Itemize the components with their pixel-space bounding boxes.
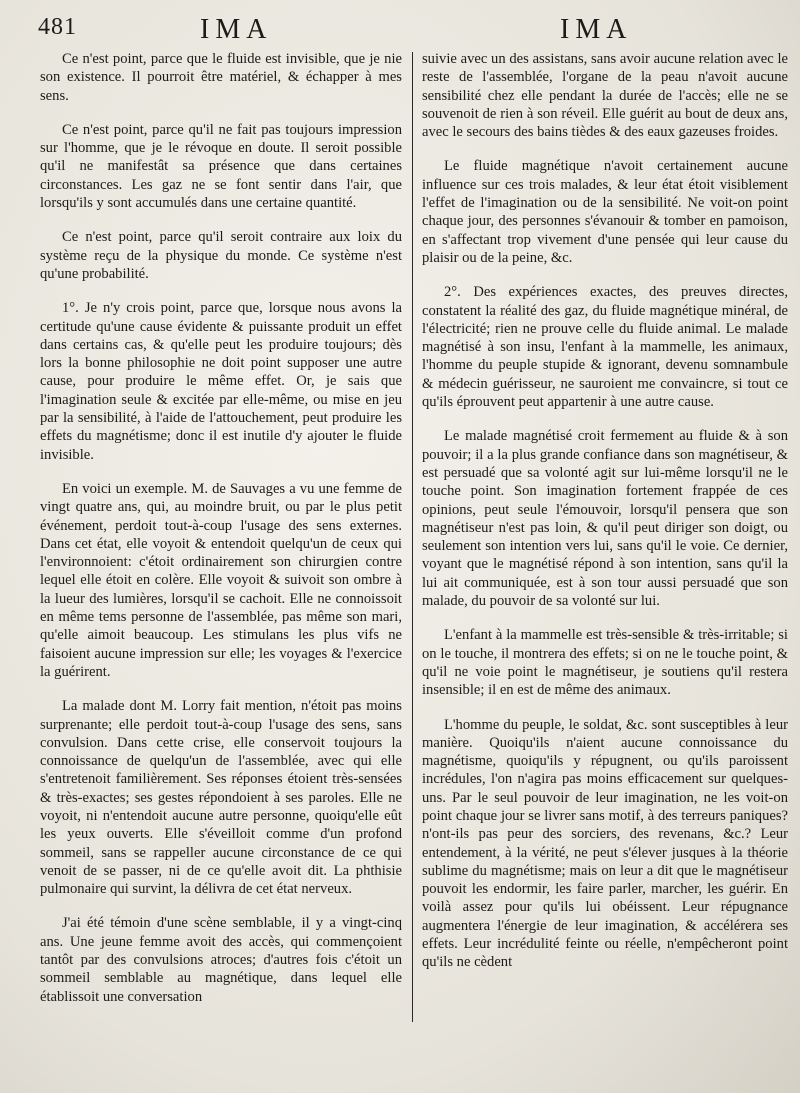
paragraph: Ce n'est point, parce qu'il ne fait pas toujours impression sur l'homme, que je le révoque en doute. Il seroit possible qu'il ne manifestât sa présence que dans certaines circonstances. Les gaz ne se font sentir dans l'air, que lorsqu'ils y sont accumulés dans une certaine quantité. xyxy=(40,121,402,212)
paragraph: Le malade magnétisé croit fermement au fluide & à son pouvoir; il a la plus grande confiance dans son magnétiseur, & est persuadé que sa volonté agit sur lui-même lorsqu'il ne le touche point. Son imagination fortement frappée de ces opinions, peut seule l'émouvoir, lorsqu'il pensera que son magnétiseur n'est pas loin, & qu'il peut diriger son doigt, ou seulement son intention vers lui, sans qu'il le voie. Ce dernier, voyant que le magnétisé répond à son intention, sans qu'il la lui ait communiquée, est à son tour aussi persuadé que son malade, du pouvoir de sa volonté sur lui. xyxy=(422,428,788,610)
paragraph: Le fluide magnétique n'avoit certainement aucune influence sur ces trois malades, & leur état étoit visiblement l'effet de l'imagination ou de la sensibilité. Ne voit-on point chaque jour, des personnes s'évanouir & tomber en pamoison, en s'affectant trop vivement d'une pensée qui leur cause du plaisir ou de la peine, &c. xyxy=(422,158,788,266)
running-title-left: IMA xyxy=(200,14,273,45)
paragraph: L'homme du peuple, le soldat, &c. sont susceptibles à leur manière. Quoiqu'ils n'aient aucune connoissance du magnétisme, quoiqu'ils y répugnent, ou qu'ils paroissent incrédules, l'on n'agira pas moins efficacement sur quelques-uns. Par le seul pouvoir de leur imagination, ne les voit-on point chaque jour se livrer sans motif, à des terreurs paniques? n'ont-ils pas peur des sorciers, des revenans, &c.? Leur entendement, à la vérité, ne peut s'élever jusques à la théorie sublime du magnétisme; mais on leur a dit que le magnétiseur pouvoit les endormir, les faire parler, marcher, les guérir. En voilà assez pour qu'ils lui obéissent. Leur répugnance augmentera l'énergie de leur imagination, & accélérera ses effets. Leur incrédulité feinte ou réelle, n'empêcheront point qu'ils ne cèdent xyxy=(422,716,788,971)
paragraph: 1°. Je n'y crois point, parce que, lorsque nous avons la certitude qu'une cause évidente & puissante produit un effet dans certains cas, & qu'elle peut les produire toujours; dès lors la bonne philosophie ne doit point supposer une autre cause, pour produire le même effet. Or, je sais que l'imagination seule & excitée par elle-même, ou mise en jeu par la sensibilité, à l'aide de l'attouchement, peut produire les effets du magnétisme; donc il est inutile d'y ajouter le fluide invisible. xyxy=(40,300,402,463)
left-column xyxy=(40,50,402,1022)
paragraph: Ce n'est point, parce qu'il seroit contraire aux loix du système reçu de la physique du monde. Ce système n'est qu'une probabilité. xyxy=(40,229,402,282)
paragraph: J'ai été témoin d'une scène semblable, il y a vingt-cinq ans. Une jeune femme avoit des accès, qui commençoient tantôt par des convulsions atroces; d'autres fois c'étoit un sommeil semblable au magnétique, dans lequel elle établissoit une conversation xyxy=(40,915,402,1005)
running-head xyxy=(0,12,800,50)
paragraph: La malade dont M. Lorry fait mention, n'étoit pas moins surprenante; elle perdoit tout-à-coup l'usage des sens, sans convulsion. Dans cette crise, elle conservoit toujours la connoissance de quelqu'un de l'assemblée, avec qui elle s'entretenoit familièrement. Ses réponses étoient très-sensées & très-exactes; ses gestes répondoient à ses paroles. Elle ne voyoit, ni n'entendoit aucune autre personne, quoiqu'elle eût les yeux ouverts. Elle s'éveilloit comme d'un profond sommeil, sans se rappeller aucune circonstance de ce qui venoit de se passer, ni de ce qu'elle avoit dit. La phthisie pulmonaire qui survint, la délivra de cet état nerveux. xyxy=(40,698,402,898)
paragraph: En voici un exemple. M. de Sauvages a vu une femme de vingt quatre ans, qui, au moindre bruit, ou par le plus petit événement, perdoit tout-à-coup l'usage des sens externes. Dans cet état, elle voyoit & entendoit quelqu'un de ceux qui l'environnoient: c'étoit ordinairement son chirurgien contre lequel elle étoit en colère. Elle voyoit & suivoit son ombre à la lueur des lumières, lorsqu'il se cachoit. Elle ne connoissoit en même tems personne de l'assemblée, pas même son mari, qu'elle aimoit beaucoup. Les stimulans les plus vifs ne faisoient aucune impression sur elle; les voyages & l'exercice la guérirent. xyxy=(40,480,402,680)
running-title-right: IMA xyxy=(560,14,633,45)
page-number: 481 xyxy=(38,14,77,40)
column-divider xyxy=(412,52,413,1022)
paragraph: 2°. Des expériences exactes, des preuves directes, constatent la réalité des gaz, du fluide magnétique minéral, de l'électricité; rien ne prouve celle du fluide animal. Le malade magnétisé à son insu, l'enfant à la mammelle, les animaux, l'homme du peuple stupide & ignorant, devenu somnambule & médecin guérisseur, ne sauroient me convaincre, si tout ce qu'ils éprouvent peut appartenir à une autre cause. xyxy=(422,284,788,411)
right-column xyxy=(422,50,788,988)
paragraph: Ce n'est point, parce que le fluide est invisible, que je nie son existence. Il pourroit être matériel, & échapper à mes sens. xyxy=(40,51,402,104)
paragraph-continued: suivie avec un des assistans, sans avoir aucune relation avec le reste de l'assemblée, l'organe de la peau n'avoit aucune sensibilité chez elle pendant la durée de l'accès; elle ne se souvenoit de rien à son réveil. Elle guérit au bout de deux ans, avec le secours des bains tièdes & des eaux gazeuses froides. xyxy=(422,51,788,141)
paragraph: L'enfant à la mammelle est très-sensible & très-irritable; si on le touche, il montrera des effets; si on ne le touche point, & qu'il ne voie point le magnétiseur, je soutiens qu'il restera insensible; il en est de même des animaux. xyxy=(422,627,788,699)
